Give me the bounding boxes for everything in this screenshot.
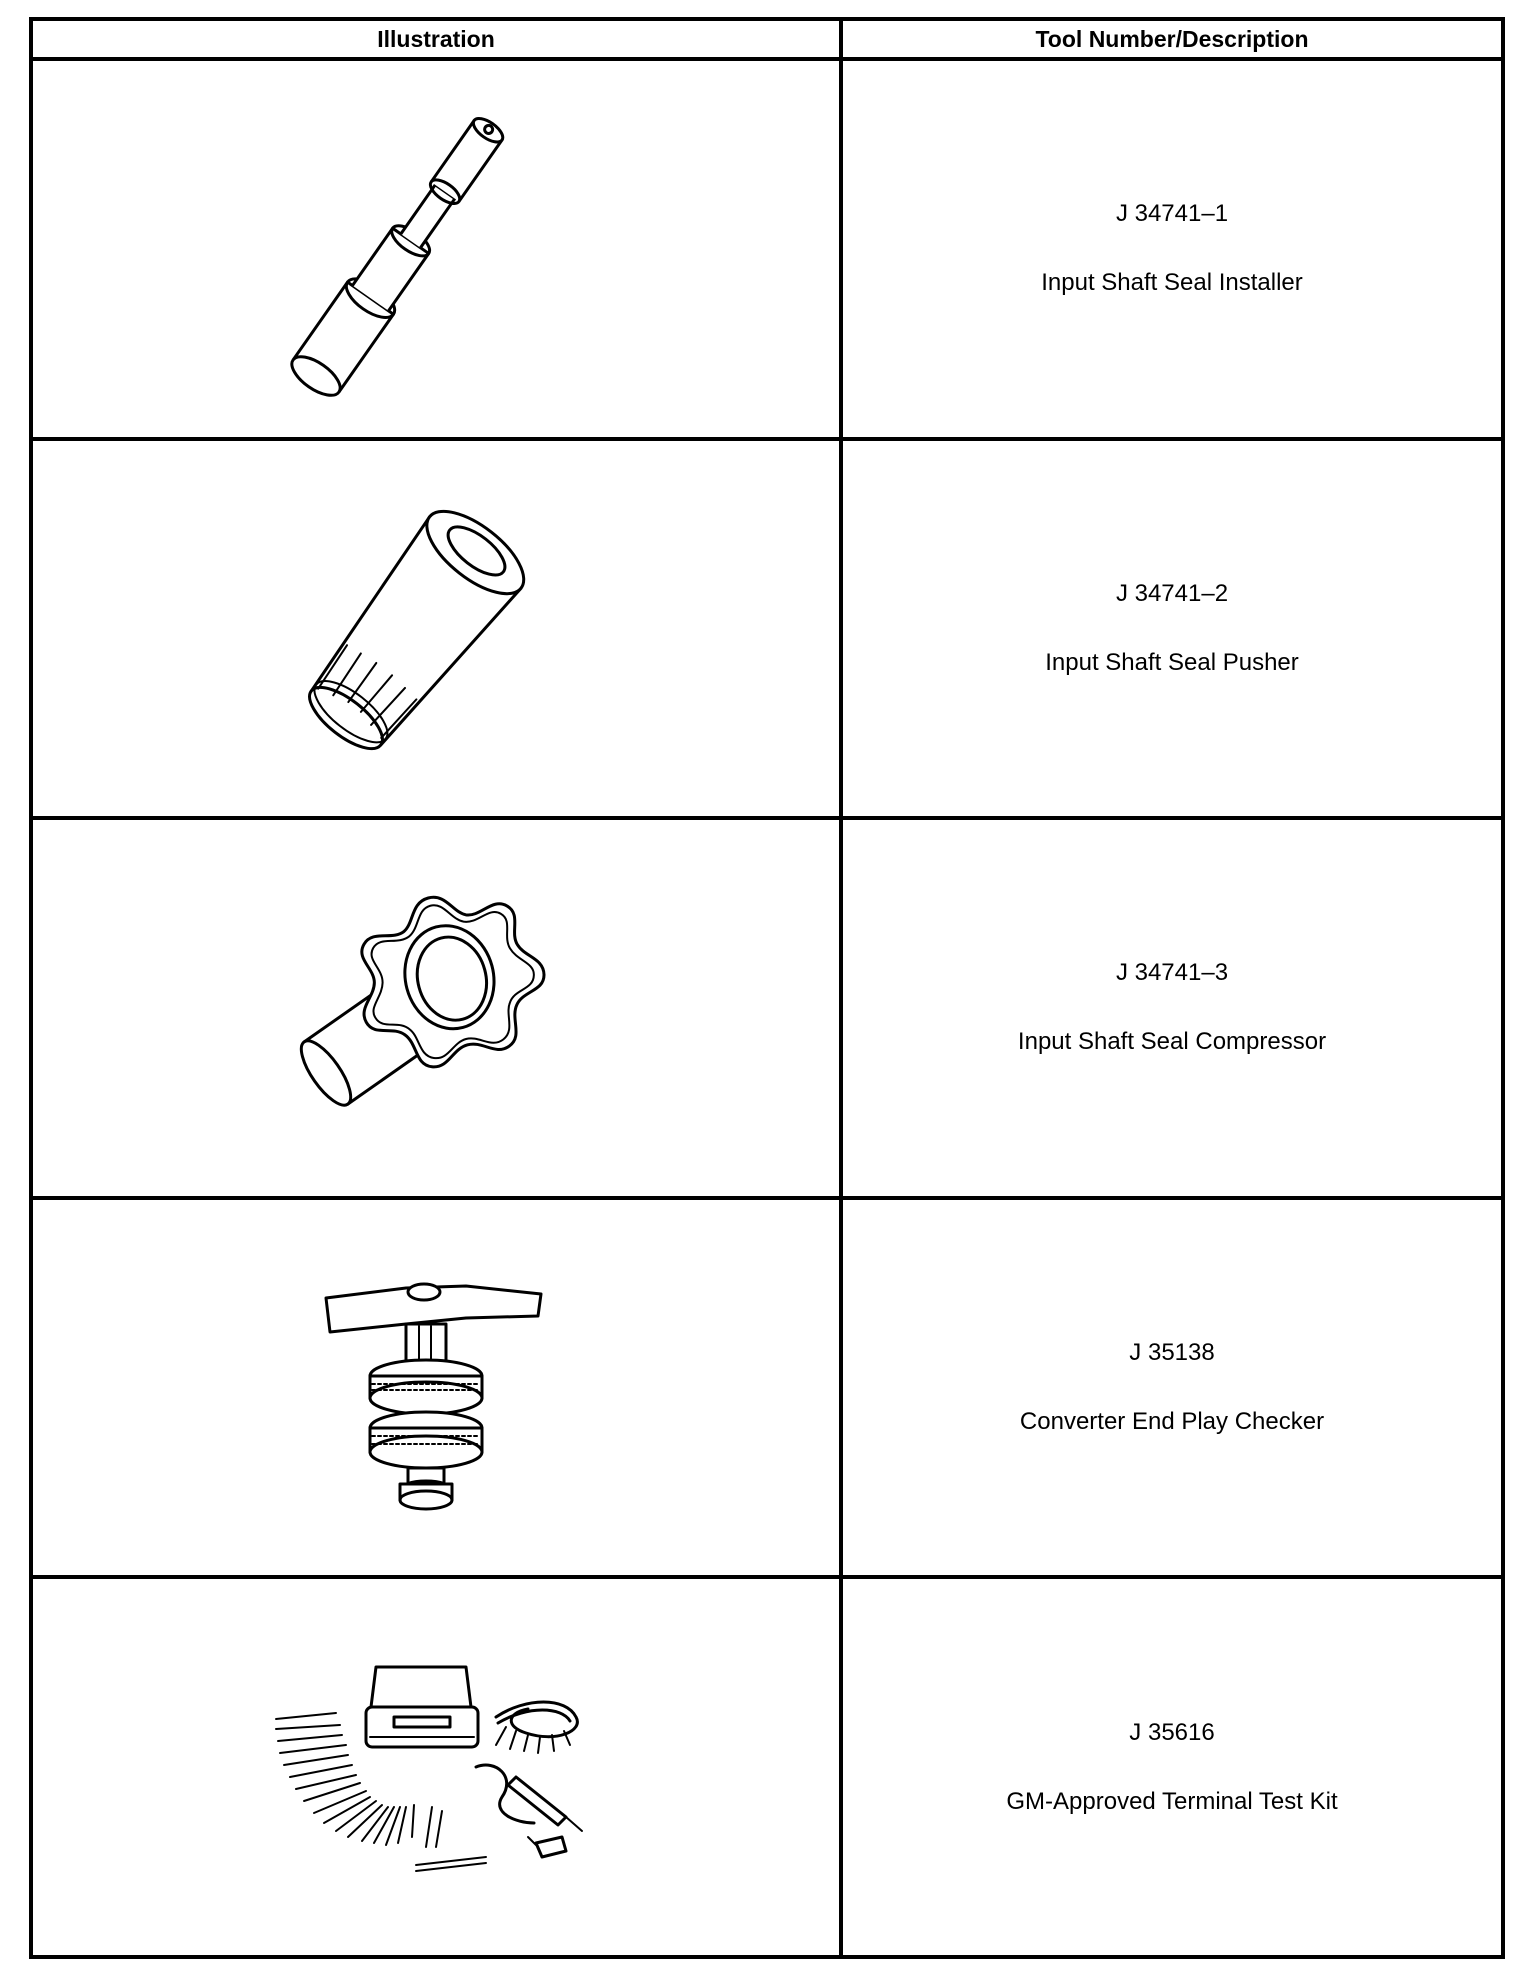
table-row (31, 1577, 1503, 1957)
tool-description: Converter End Play Checker (1019, 1408, 1325, 1436)
table-row (31, 1198, 1503, 1578)
tool-description: Input Shaft Seal Pusher (1045, 648, 1299, 676)
description-column-header: Tool Number/Description (841, 19, 1503, 59)
description-cell (841, 1198, 1503, 1578)
table-row (31, 818, 1503, 1198)
illustration-cell (31, 818, 841, 1198)
tool-number: J 34741–2 (1115, 579, 1229, 607)
illustration-cell (31, 59, 841, 439)
table-row (31, 59, 1503, 439)
description-cell (841, 1577, 1503, 1957)
terminal-test-kit-illustration (266, 1647, 606, 1887)
table-header-row (31, 19, 1503, 59)
illustration-cell (31, 1577, 841, 1957)
seal-installer-illustration (271, 84, 601, 414)
description-cell (841, 818, 1503, 1198)
description-cell (841, 439, 1503, 819)
description-cell (841, 59, 1503, 439)
tool-description: Input Shaft Seal Installer (1041, 269, 1303, 297)
table-row (31, 439, 1503, 819)
end-play-checker-illustration (306, 1258, 566, 1518)
tool-number: J 35138 (1129, 1339, 1215, 1367)
illustration-column-header: Illustration (31, 19, 841, 59)
tool-description: Input Shaft Seal Compressor (1017, 1028, 1327, 1056)
tool-description: GM-Approved Terminal Test Kit (1006, 1787, 1338, 1815)
tool-number: J 34741–3 (1115, 959, 1229, 987)
tool-number: J 34741–1 (1115, 200, 1229, 228)
illustration-cell (31, 1198, 841, 1578)
illustration-cell (31, 439, 841, 819)
seal-pusher-illustration (276, 468, 596, 788)
special-tools-table (29, 17, 1505, 1959)
seal-compressor-illustration (276, 863, 596, 1153)
tool-number: J 35616 (1129, 1718, 1215, 1746)
